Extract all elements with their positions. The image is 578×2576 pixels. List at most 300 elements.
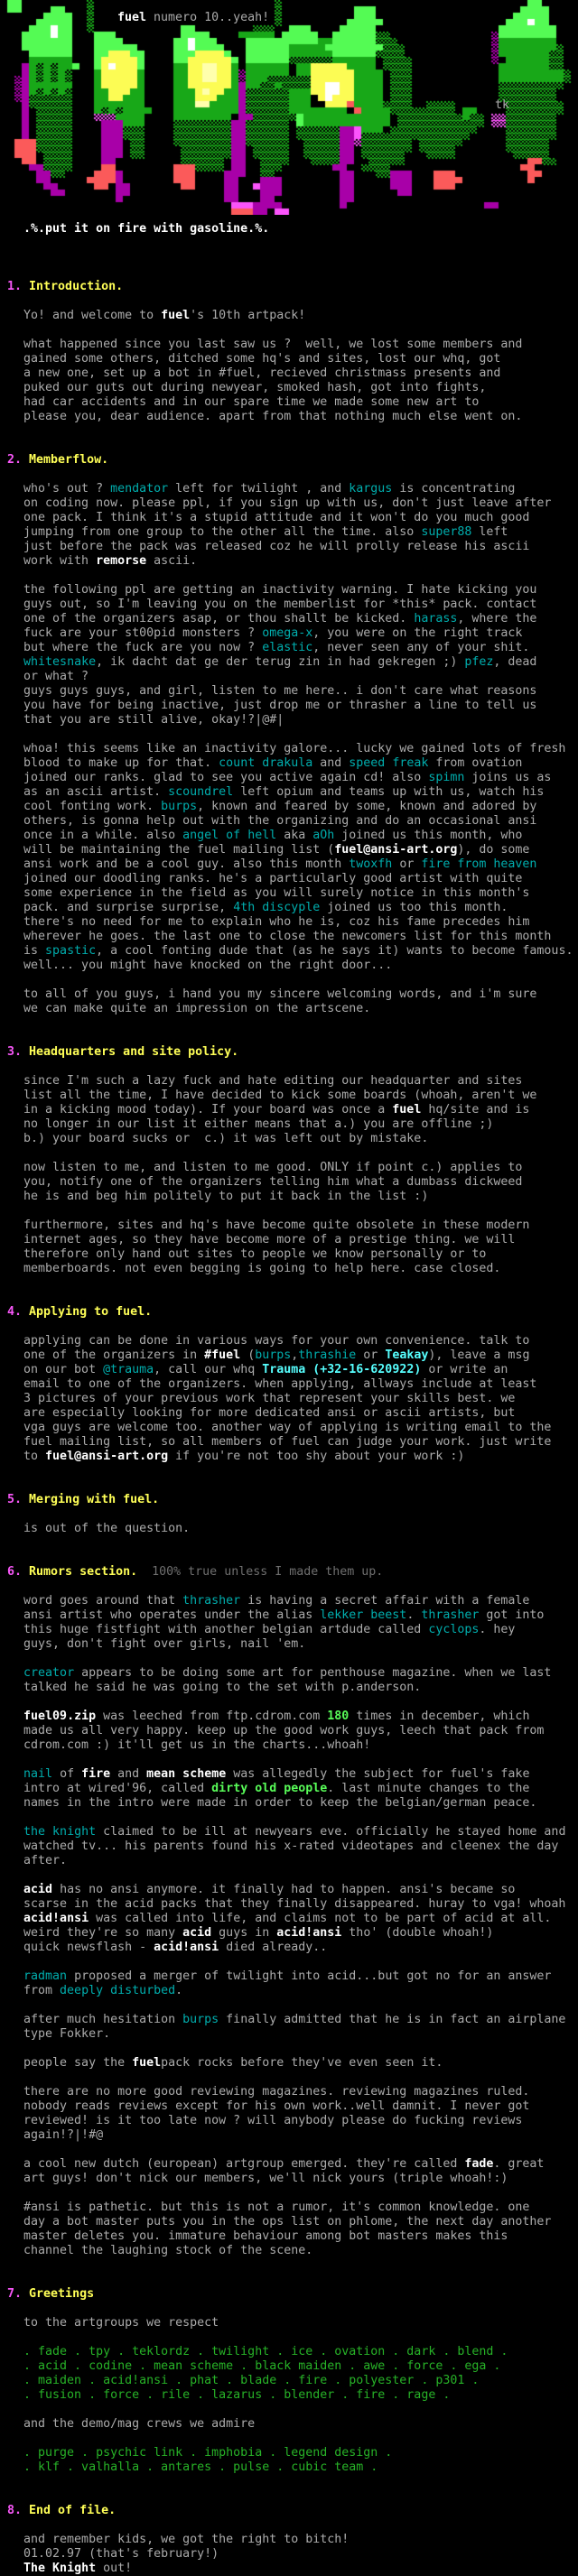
- text-line: [2, 1536, 576, 1551]
- text-line: [2, 2201, 576, 2215]
- text-segment: mendator: [110, 482, 169, 496]
- text-segment: ansi work and be a cool guy. also this month: [2, 857, 350, 871]
- text-segment: [22, 1045, 29, 1059]
- text-segment: lekker beest: [320, 1608, 407, 1622]
- text-segment: , known and feared by some, known and adored by: [197, 800, 537, 813]
- text-line: [2, 670, 576, 684]
- text-segment: End of file.: [29, 2504, 117, 2517]
- text-segment: one of the organizers in: [2, 1348, 205, 1362]
- text-line: [2, 901, 576, 915]
- text-segment: proposed a merger of twilight into acid...but got no for an answer: [67, 1969, 552, 1983]
- text-segment: fire from heaven: [421, 857, 537, 871]
- text-segment: claimed to be ill at newyears eve. officially he stayed home and: [96, 1825, 566, 1839]
- text-segment: there are no more good reviewing magazines. reviewing magazines ruled.: [2, 2085, 530, 2099]
- text-line: [2, 872, 576, 886]
- text-segment: again!?|!#@: [2, 2128, 104, 2142]
- text-segment: died already..: [219, 1941, 328, 1954]
- text-segment: kargus: [349, 482, 393, 496]
- text-line: [2, 482, 576, 496]
- text-segment: pack rocks before they've even seen it.: [161, 2056, 443, 2070]
- text-segment: one pack. I think it's a stupid attitude and it won't do you much good: [2, 511, 530, 524]
- text-segment: thrasher: [421, 1608, 480, 1622]
- text-line: [2, 1652, 576, 1666]
- text-segment: ), do some: [457, 843, 530, 857]
- text-line: [2, 1507, 576, 1522]
- text-line: [2, 2417, 576, 2432]
- text-segment: nail: [23, 1767, 53, 1781]
- section-header: [7, 2504, 576, 2518]
- text-line: [2, 1132, 576, 1146]
- text-segment: intro at wired'96, called: [2, 1782, 212, 1795]
- text-segment: talked he said he was going to the set with p.anderson.: [2, 1681, 422, 1694]
- text-segment: dirty old people: [211, 1782, 328, 1795]
- text-segment: day a bot master puts you in the ops list on phlome, the next day another: [2, 2215, 552, 2229]
- text-line: [2, 2432, 576, 2446]
- artist-signature: tk: [495, 98, 510, 112]
- text-line: [2, 1897, 576, 1912]
- text-segment: acid!ansi: [154, 1941, 219, 1954]
- text-segment: angel of hell: [182, 829, 277, 842]
- text-segment: [2, 1969, 23, 1983]
- text-line: [2, 742, 576, 756]
- text-segment: art guys! don't nick our members, we'll nick yours (triple whoah!:): [2, 2172, 508, 2185]
- text-line: [2, 468, 576, 482]
- text-line: [2, 2244, 576, 2258]
- text-segment: fuel: [132, 2056, 162, 2070]
- text-line: [2, 987, 576, 1002]
- text-segment: @trauma: [103, 1363, 154, 1376]
- text-segment: and the demo/mag crews we admire: [2, 2417, 256, 2431]
- text-line: [2, 2475, 576, 2489]
- text-line: [2, 1883, 576, 1897]
- text-segment: will be maintaining the fuel mailing list (: [2, 843, 335, 857]
- text-segment: from: [2, 1984, 61, 1997]
- text-segment: weird they're so many: [2, 1926, 183, 1940]
- text-line: [2, 2027, 576, 2042]
- text-segment: , dead: [493, 655, 537, 669]
- text-line: [2, 2316, 576, 2330]
- text-segment: or: [392, 857, 422, 871]
- text-segment: jumping from one group to the other all the time. also: [2, 525, 422, 539]
- text-segment: fuel@ansi-art.org: [45, 1450, 169, 1463]
- text-line: [2, 1204, 576, 1219]
- text-segment: memberboards. not even begging is going to help here. case closed.: [2, 1262, 501, 1275]
- text-segment: 1.: [7, 280, 23, 293]
- text-line: [2, 1926, 576, 1941]
- text-segment: whoa! this seems like an inactivity galore... lucky we gained lots of fresh: [2, 742, 566, 755]
- text-segment: we can make quite an impression on the artscene.: [2, 1002, 371, 1015]
- text-line: [2, 1276, 576, 1291]
- text-segment: . klf . valhalla . antares . pulse . cubic team .: [2, 2460, 378, 2474]
- text-line: [2, 1825, 576, 1839]
- text-line: [2, 1016, 576, 1031]
- text-segment: harass: [414, 612, 458, 625]
- text-segment: [22, 2504, 29, 2517]
- text-segment: some experience in the field as you will surely notice in this month's: [2, 886, 530, 900]
- text-line: [2, 366, 576, 381]
- text-segment: fuel: [161, 309, 191, 322]
- text-line: [2, 1074, 576, 1089]
- text-segment: fuck are your st00pid monsters ?: [2, 626, 263, 640]
- text-segment: super88: [421, 525, 472, 539]
- text-segment: acid!ansi: [23, 1912, 89, 1925]
- text-segment: is having a secret affair with a female: [240, 1594, 530, 1608]
- text-segment: puked our guts out during newyear, smoked hash, got into fights,: [2, 381, 487, 394]
- text-line: [2, 2056, 576, 2071]
- text-segment: vga guys are welcome too. another way of applying is writing email to the: [2, 1421, 552, 1434]
- text-line: [2, 395, 576, 410]
- text-segment: The Knight: [23, 2562, 97, 2575]
- text-segment: on coding now. please ppl, if you sign up with us, don't just leave after: [2, 496, 552, 510]
- text-line: [2, 540, 576, 554]
- text-segment: 6.: [7, 1565, 23, 1579]
- text-segment: out!: [96, 2562, 133, 2575]
- text-line: [2, 2085, 576, 2099]
- text-line: [2, 2229, 576, 2244]
- text-segment: finally admitted that he is in fact an airplane: [219, 2013, 566, 2026]
- text-segment: fuel: [392, 1103, 422, 1117]
- art-title-rest: numero 10..yeah!: [146, 11, 270, 24]
- text-segment: ), leave a msg: [428, 1348, 530, 1362]
- text-line: [2, 1262, 576, 1276]
- text-segment: Memberflow.: [29, 453, 109, 467]
- text-segment: got into: [479, 1608, 545, 1622]
- text-line: [2, 1233, 576, 1247]
- text-line: [2, 410, 576, 424]
- text-segment: joined us too this month.: [320, 901, 508, 914]
- text-line: [2, 2374, 576, 2388]
- text-segment: aOh: [312, 829, 335, 842]
- text-segment: 7.: [7, 2287, 23, 2301]
- text-segment: what happened since you last saw us ? well, we lost some members and: [2, 338, 523, 351]
- text-line: [2, 1753, 576, 1767]
- text-segment: who's out ?: [2, 482, 111, 496]
- text-segment: to the artgroups we respect: [2, 2316, 219, 2330]
- text-line: [2, 1998, 576, 2013]
- text-line: [2, 973, 576, 987]
- text-segment: [22, 453, 29, 467]
- text-segment: one of the organizers asap, or thou shallt be kicked.: [2, 612, 415, 625]
- text-segment: , ik dacht dat ge der terug zin in had gekregen ;): [96, 655, 465, 669]
- text-segment: Yo! and welcome to: [2, 309, 162, 322]
- text-segment: channel the laughing stock of the scene.: [2, 2244, 313, 2257]
- text-line: [2, 1522, 576, 1536]
- text-segment: and remember kids, we got the right to bitch!: [2, 2533, 350, 2546]
- text-segment: acid: [23, 1883, 53, 1896]
- text-line: [2, 771, 576, 785]
- text-line: [2, 236, 576, 251]
- text-line: [2, 1363, 576, 1377]
- text-segment: 4th discyple: [233, 901, 321, 914]
- text-segment: names in the intro were made in order to keep the belgian/german peace.: [2, 1796, 537, 1810]
- text-segment: fade: [464, 2157, 494, 2171]
- text-segment: burps: [161, 800, 198, 813]
- text-segment: ascii.: [146, 554, 198, 568]
- text-segment: #fuel: [204, 1348, 241, 1362]
- text-line: [2, 2013, 576, 2027]
- text-segment: . hey: [479, 1623, 516, 1636]
- text-line: [2, 727, 576, 742]
- text-segment: Trauma (+32-16-620922): [262, 1363, 422, 1376]
- text-line: [2, 1681, 576, 1695]
- text-segment: #ansi is pathetic. but this is not a rumor, it's common knowledge. one: [2, 2201, 530, 2214]
- text-segment: deeply disturbed: [60, 1984, 176, 1997]
- text-segment: cyclops: [428, 1623, 480, 1636]
- section-header: [7, 453, 576, 468]
- text-line: [2, 1608, 576, 1623]
- text-segment: Merging with fuel.: [29, 1493, 160, 1506]
- text-line: [2, 2186, 576, 2201]
- text-line: [2, 814, 576, 829]
- text-segment: . purge . psychic link . imphobia . legend design .: [2, 2446, 393, 2460]
- text-line: [2, 2157, 576, 2172]
- text-line: [2, 713, 576, 727]
- text-line: [2, 309, 576, 323]
- text-line: [2, 1710, 576, 1724]
- text-segment: [2, 655, 23, 669]
- text-segment: pfez: [464, 655, 494, 669]
- text-segment: omega-x: [262, 626, 313, 640]
- text-line: [2, 2489, 576, 2504]
- text-segment: Greetings: [29, 2287, 95, 2301]
- text-segment: was called into life, and claims not to be part of acid at all.: [89, 1912, 552, 1925]
- text-line: [2, 1348, 576, 1363]
- text-segment: the knight: [23, 1825, 97, 1839]
- text-line: [2, 1767, 576, 1782]
- text-line: [2, 1580, 576, 1594]
- text-segment: [22, 1305, 29, 1319]
- text-segment: [2, 2562, 23, 2575]
- text-line: [2, 1738, 576, 1753]
- text-line: [2, 1219, 576, 1233]
- text-line: [2, 352, 576, 366]
- text-segment: quick newsflash -: [2, 1941, 154, 1954]
- art-title: [117, 11, 269, 25]
- text-segment: you, notify one of the organizers telling him what a dumbass dickweed: [2, 1175, 523, 1189]
- text-line: [2, 1868, 576, 1883]
- text-line: [2, 1175, 576, 1190]
- text-segment: fuel@ansi-art.org: [334, 843, 458, 857]
- text-segment: [2, 1767, 23, 1781]
- text-segment: is concentrating: [392, 482, 516, 496]
- text-segment: ,: [291, 1348, 299, 1362]
- text-segment: [22, 2287, 29, 2301]
- text-line: [2, 2099, 576, 2114]
- text-segment: applying can be done in various ways for your own convenience. talk to: [2, 1334, 530, 1348]
- text-segment: 8.: [7, 2504, 23, 2517]
- text-segment: word goes around that: [2, 1594, 183, 1608]
- text-line: [2, 655, 576, 670]
- section-header: [7, 2287, 576, 2302]
- text-segment: pack. and surprise surprise,: [2, 901, 234, 914]
- text-segment: are especially looking for more dedicated ansi or ascii artists, but: [2, 1406, 516, 1420]
- text-line: [2, 2258, 576, 2273]
- text-segment: radman: [23, 1969, 68, 1983]
- art-title-fuel: fuel: [117, 11, 147, 24]
- text-segment: scoundrel: [168, 785, 234, 799]
- text-line: [2, 1320, 576, 1334]
- text-segment: 5.: [7, 1493, 23, 1506]
- text-line: [2, 2388, 576, 2403]
- text-segment: [22, 1565, 29, 1579]
- text-line: [2, 2518, 576, 2533]
- text-line: [2, 323, 576, 338]
- text-segment: spastic: [45, 944, 97, 958]
- text-segment: . fade . tpy . teklordz . twilight . ice . ovation . dark . blend .: [2, 2345, 508, 2358]
- text-segment: count drakula: [219, 756, 313, 770]
- text-segment: thrashie: [298, 1348, 357, 1362]
- text-segment: this huge fistfight with another belgian artdude called: [2, 1623, 429, 1636]
- text-line: [2, 684, 576, 699]
- text-segment: cool fonting work.: [2, 800, 162, 813]
- text-segment: . maiden . acid!ansi . phat . blade . fire . polyester . p301 .: [2, 2374, 480, 2387]
- text-line: [2, 829, 576, 843]
- text-segment: after.: [2, 1854, 68, 1867]
- text-segment: 's 10th artpack!: [190, 309, 306, 322]
- text-segment: joined our doodling ranks. he's a particularly good artist with quite: [2, 872, 523, 885]
- text-segment: people say the: [2, 2056, 133, 2070]
- text-line: [2, 583, 576, 598]
- text-segment: fuel mailing list, so all members of fuel can judge your work. just write: [2, 1435, 552, 1449]
- text-segment: as an ascii artist.: [2, 785, 169, 799]
- text-line: [2, 1060, 576, 1074]
- text-line: [2, 569, 576, 583]
- text-line: [2, 2143, 576, 2157]
- text-line: [2, 626, 576, 641]
- text-segment: watched tv... his parents found his x-rated videotapes and cleenex the day: [2, 1839, 559, 1853]
- text-segment: that you are still alive, okay!?|@#|: [2, 713, 284, 727]
- text-segment: remorse: [96, 554, 147, 568]
- text-segment: cdrom.com :) it'll get us in the charts...whoah!: [2, 1738, 371, 1752]
- text-line: [2, 1161, 576, 1175]
- text-line: [2, 1392, 576, 1406]
- header-ansi-art-wrap: [0, 0, 578, 215]
- text-line: [2, 1247, 576, 1262]
- text-line: [2, 641, 576, 655]
- text-segment: acid!ansi: [276, 1926, 342, 1940]
- text-line: [2, 1782, 576, 1796]
- section-header: [7, 280, 576, 294]
- text-segment: a cool new dutch (european) artgroup emerged. they're called: [2, 2157, 465, 2171]
- text-segment: you have for being inactive, just drop me or thrasher a line to tell us: [2, 699, 537, 712]
- text-line: [2, 1464, 576, 1478]
- info-text: [2, 217, 576, 2576]
- text-segment: Rumors section.: [29, 1565, 138, 1579]
- text-segment: 180: [327, 1710, 350, 1723]
- text-line: [2, 699, 576, 713]
- text-line: [2, 1190, 576, 1204]
- text-line: [2, 1666, 576, 1681]
- text-line: [2, 1955, 576, 1969]
- text-line: [2, 1031, 576, 1045]
- text-line: [2, 1551, 576, 1565]
- text-line: [2, 1912, 576, 1926]
- text-segment: ansi artist who operates under the alias: [2, 1608, 321, 1622]
- text-segment: aka: [276, 829, 313, 842]
- text-segment: [2, 1710, 23, 1723]
- text-line: [2, 1146, 576, 1161]
- text-segment: . last minute changes to the: [327, 1782, 530, 1795]
- header-ansi-art: [0, 0, 578, 215]
- text-segment: the following ppl are getting an inactivity warning. I hate kicking you: [2, 583, 537, 597]
- text-line: [2, 857, 576, 872]
- text-line: [2, 1406, 576, 1421]
- text-segment: thrasher: [182, 1594, 241, 1608]
- text-segment: well... you might have knocked on the right door...: [2, 959, 393, 972]
- text-segment: fuel09.zip: [23, 1710, 97, 1723]
- text-segment: if you're not too shy about your work :): [168, 1450, 465, 1463]
- text-segment: just before the pack was released coz he will prolly release his ascii: [2, 540, 530, 553]
- text-segment: others, is gonna help out with the organizing and do an occasional ansi: [2, 814, 537, 828]
- text-segment: furthermore, sites and hq's have become quite obsolete in these modern: [2, 1219, 530, 1232]
- text-segment: a new one, set up a bot in #fuel, recieved christmass presents and: [2, 366, 501, 380]
- text-segment: . acid . codine . mean scheme . black maiden . awe . force . ega .: [2, 2359, 501, 2373]
- text-line: [2, 1450, 576, 1464]
- text-segment: had car accidents and in our spare time we made some new art to: [2, 395, 480, 409]
- text-line: [2, 843, 576, 857]
- text-line: [2, 381, 576, 395]
- section-header: [7, 1305, 576, 1320]
- text-segment: Applying to fuel.: [29, 1305, 153, 1319]
- text-segment: was allegedly the subject for fuel's fake: [226, 1767, 530, 1781]
- text-line: [2, 2359, 576, 2374]
- text-line: [2, 439, 576, 453]
- section-header: [7, 1045, 576, 1060]
- text-line: [2, 785, 576, 800]
- text-line: [2, 1002, 576, 1016]
- text-segment: appears to be doing some art for penthouse magazine. when we last: [74, 1666, 552, 1680]
- text-segment: elastic: [262, 641, 313, 654]
- text-segment: guys, don't fight over girls, nail 'em.: [2, 1637, 306, 1651]
- text-line: [2, 1839, 576, 1854]
- text-segment: therefore only hand out sites to people we know personally or to: [2, 1247, 487, 1261]
- text-segment: and: [312, 756, 350, 770]
- text-line: [2, 944, 576, 959]
- text-segment: has no ansi anymore. it finally had to happen. ansi's became so: [52, 1883, 516, 1896]
- text-segment: 2.: [7, 453, 23, 467]
- text-line: [2, 915, 576, 930]
- text-segment: joins us as: [464, 771, 552, 784]
- text-line: [2, 959, 576, 973]
- text-segment: left: [471, 525, 508, 539]
- text-segment: 100% true unless I made them up.: [137, 1565, 384, 1579]
- text-segment: email to one of the organizers. when applying, allways include at least: [2, 1377, 537, 1391]
- text-line: [2, 1984, 576, 1998]
- text-line: [2, 2042, 576, 2056]
- text-segment: of: [52, 1767, 82, 1781]
- text-segment: b.) your board sucks or c.) it was left out by mistake.: [2, 1132, 429, 1145]
- text-segment: creator: [23, 1666, 75, 1680]
- text-segment: since I'm such a lazy fuck and hate editing our headquarter and sites: [2, 1074, 523, 1088]
- text-line: [2, 612, 576, 626]
- text-segment: was leeched from ftp.cdrom.com: [96, 1710, 328, 1723]
- text-segment: there's no need for me to explain who he is, coz his fame precedes him: [2, 915, 530, 929]
- text-segment: [2, 1825, 23, 1839]
- text-segment: [2, 1883, 23, 1896]
- text-segment: [2, 1666, 23, 1680]
- text-segment: gained some others, ditched some hq's and sites, lost our whq, got: [2, 352, 501, 366]
- text-line: [2, 2215, 576, 2229]
- text-line: [2, 1291, 576, 1305]
- text-segment: fire: [81, 1767, 111, 1781]
- text-segment: guys out, so I'm leaving you on the memberlist for *this* pack. contact: [2, 598, 537, 611]
- text-line: [2, 496, 576, 511]
- text-segment: internet ages, so they have become more of a prestige thing. we will: [2, 1233, 516, 1246]
- text-segment: 01.02.97 (that's february!): [2, 2547, 219, 2561]
- text-segment: blood to make up for that.: [2, 756, 219, 770]
- text-line: [2, 2071, 576, 2085]
- text-line: [2, 2302, 576, 2316]
